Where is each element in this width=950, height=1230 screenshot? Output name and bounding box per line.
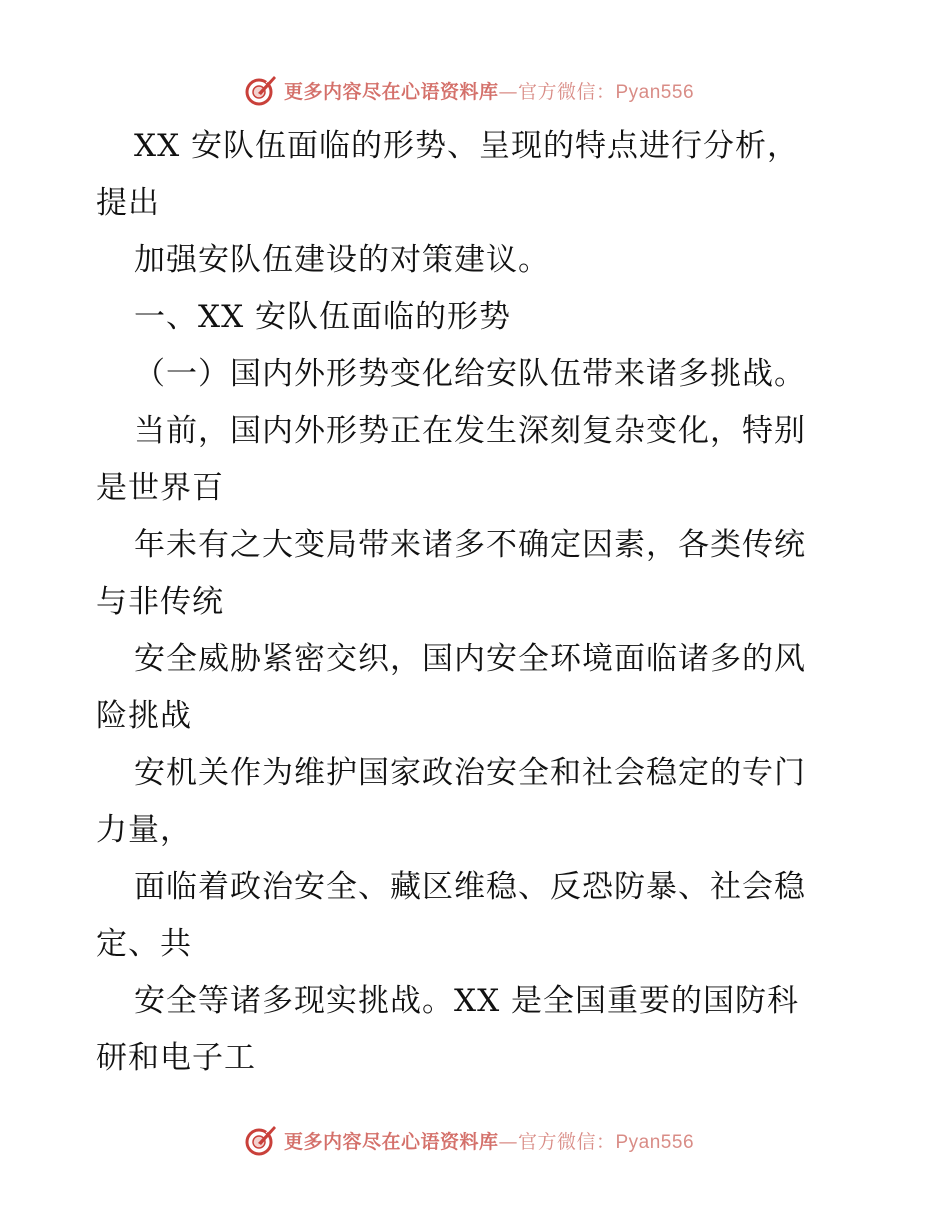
paragraph-line-2: 提出: [96, 185, 160, 221]
watermark-brand: 更多内容尽在心语资料库: [283, 80, 499, 103]
paragraph-line-11: 险挑战: [96, 698, 192, 734]
watermark-text: [284, 77, 694, 104]
watermark-wechat-id: Pyan556: [615, 1131, 695, 1153]
footer-watermark: [0, 1120, 950, 1160]
paragraph-line-12: 安机关作为维护国家政治安全和社会稳定的专门: [134, 755, 806, 791]
watermark-brand: 更多内容尽在心语资料库: [283, 1130, 499, 1153]
document-body: [96, 118, 866, 1087]
paragraph-line-10: 安全威胁紧密交织，国内安全环境面临诸多的风: [134, 641, 806, 677]
quill-pen-logo-icon: [244, 1123, 278, 1157]
paragraph-line-14: 面临着政治安全、藏区维稳、反恐防暴、社会稳: [134, 869, 806, 905]
paragraph-line-7: 是世界百: [96, 470, 224, 506]
watermark-official-label: 官方微信：: [517, 1130, 616, 1153]
watermark-dash: —: [498, 80, 518, 103]
header-watermark: [0, 70, 950, 110]
paragraph-line-1: XX 安队伍面临的形势、呈现的特点进行分析，: [134, 128, 799, 164]
paragraph-line-3: 加强安队伍建设的对策建议。: [134, 242, 550, 278]
watermark-group: [244, 73, 694, 107]
watermark-official-label: 官方微信：: [517, 80, 616, 103]
watermark-text: [284, 1127, 694, 1154]
subsection-heading: （一）国内外形势变化给安队伍带来诸多挑战。: [134, 356, 806, 392]
paragraph-line-8: 年未有之大变局带来诸多不确定因素，各类传统: [134, 527, 806, 563]
paragraph-line-17: 研和电子工: [96, 1040, 256, 1076]
section-heading: 一、XX 安队伍面临的形势: [134, 299, 511, 335]
paragraph-line-15: 定、共: [96, 926, 192, 962]
paragraph-line-16: 安全等诸多现实挑战。XX 是全国重要的国防科: [134, 983, 799, 1019]
watermark-dash: —: [498, 1130, 518, 1153]
paragraph-line-6: 当前，国内外形势正在发生深刻复杂变化，特别: [134, 413, 806, 449]
watermark-group: [244, 1123, 694, 1157]
paragraph-line-13: 力量，: [96, 812, 192, 848]
paragraph-line-9: 与非传统: [96, 584, 224, 620]
watermark-wechat-id: Pyan556: [615, 81, 695, 103]
quill-pen-logo-icon: [244, 73, 278, 107]
